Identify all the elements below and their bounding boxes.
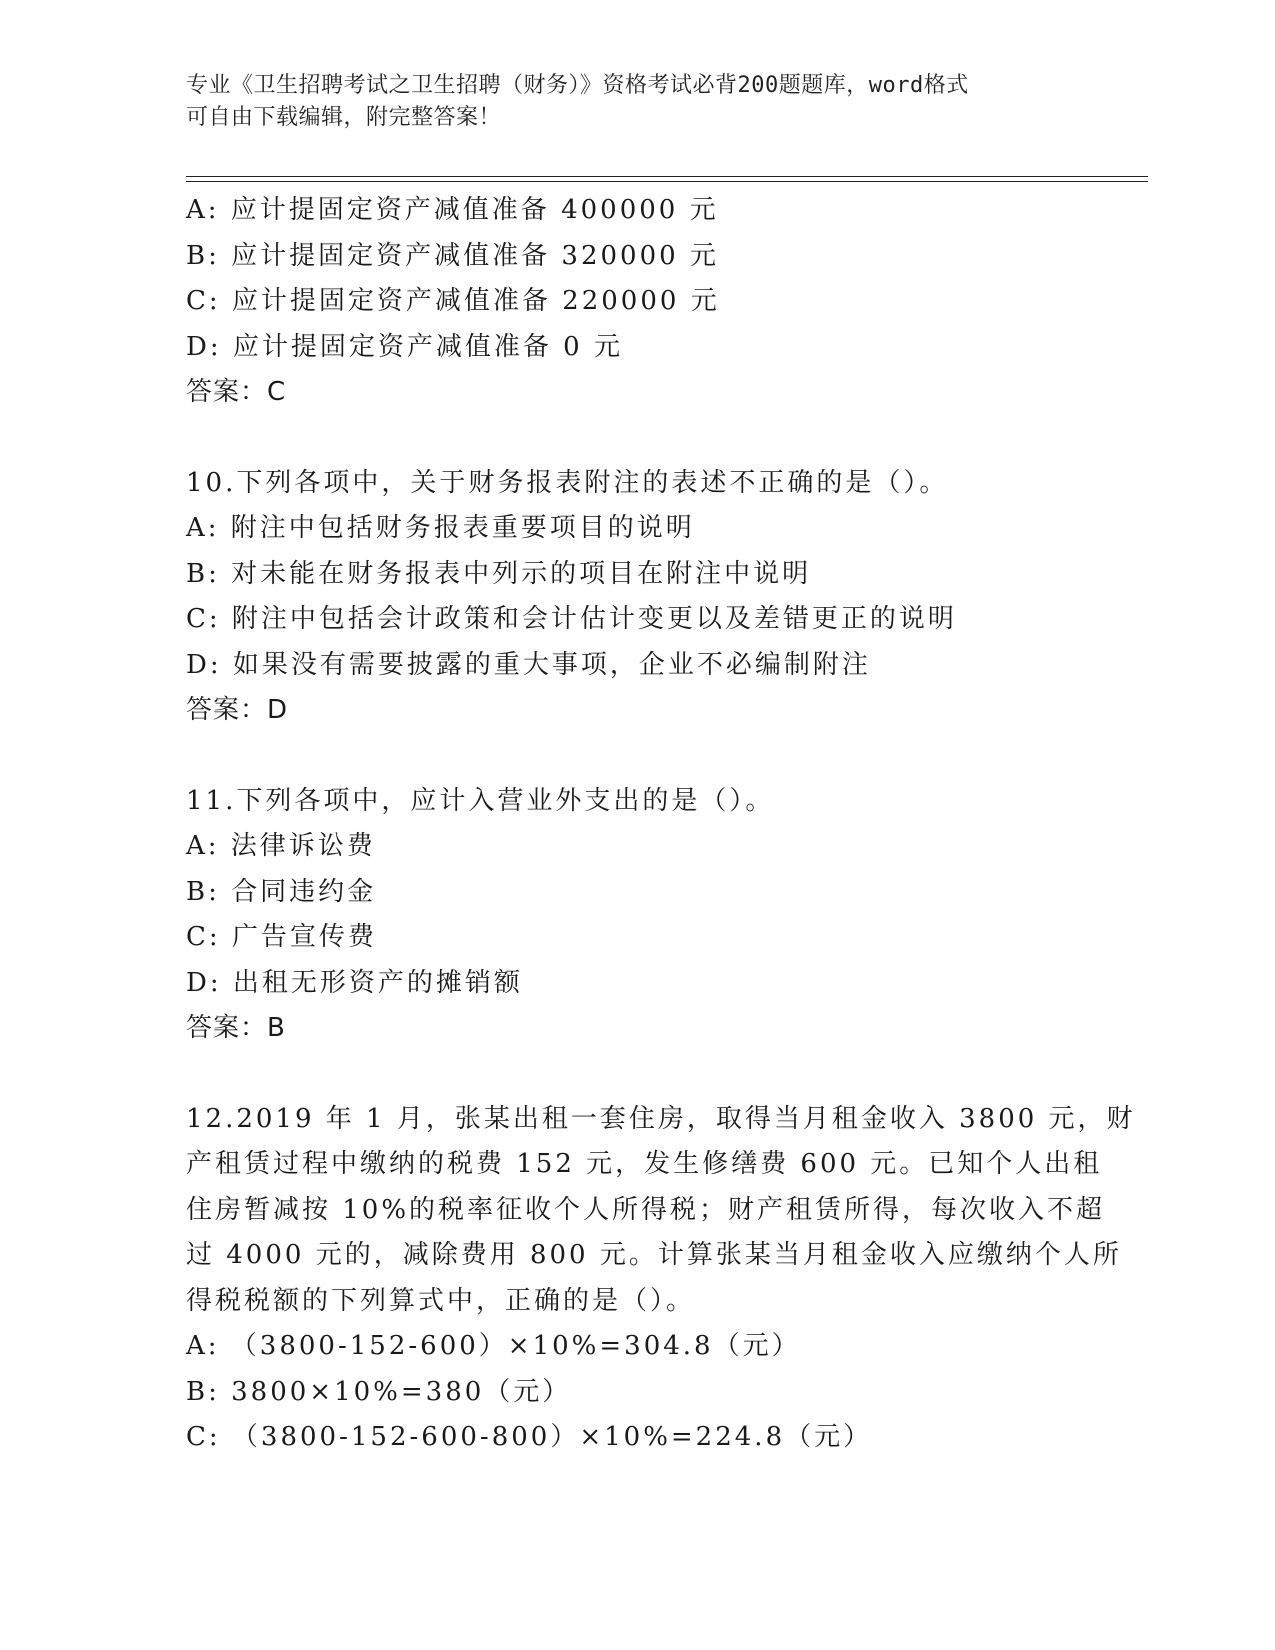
header-line-2: 可自由下载编辑，附完整答案！ xyxy=(186,105,502,130)
question-stem: 11.下列各项中，应计入营业外支出的是（）。 xyxy=(186,785,775,816)
option-c: C: 应计提固定资产减值准备 220000 元 xyxy=(186,286,720,316)
question-stem-line: 过 4000 元的，减除费用 800 元。计算张某当月租金收入应缴纳个人所 xyxy=(186,1240,1122,1270)
option-d: D: 出租无形资产的摊销额 xyxy=(186,967,523,998)
option-c: C: 广告宣传费 xyxy=(186,922,377,952)
question-10 xyxy=(186,461,1086,734)
question-content xyxy=(186,188,1136,1461)
option-c: C: 附注中包括会计政策和会计估计变更以及差错更正的说明 xyxy=(186,604,957,634)
question-stem-line: 产租赁过程中缴纳的税费 152 元，发生修缮费 600 元。已知个人出租 xyxy=(186,1149,1103,1179)
option-a: A: （3800-152-600）×10%=304.8（元） xyxy=(186,1331,801,1361)
answer: 答案：D xyxy=(186,695,289,725)
question-9 xyxy=(186,188,1086,416)
option-b: B: 3800×10%=380（元） xyxy=(186,1376,572,1407)
question-stem-line: 住房暂减按 10%的税率征收个人所得税；财产租赁所得，每次收入不超 xyxy=(186,1194,1106,1225)
option-c: C: （3800-152-600-800）×10%=224.8（元） xyxy=(186,1422,873,1452)
spacer xyxy=(186,416,1086,461)
document-header xyxy=(186,70,1066,134)
question-stem-line: 得税税额的下列算式中，正确的是（）。 xyxy=(186,1285,696,1316)
spacer xyxy=(186,1052,1086,1097)
answer: 答案：B xyxy=(186,1013,286,1043)
header-line-1: 专业《卫生招聘考试之卫生招聘（财务）》资格考试必背200题题库，word格式 xyxy=(186,73,969,98)
option-a: A: 附注中包括财务报表重要项目的说明 xyxy=(186,513,695,543)
option-a: A: 法律诉讼费 xyxy=(186,831,376,861)
question-11 xyxy=(186,779,1086,1052)
option-b: B: 应计提固定资产减值准备 320000 元 xyxy=(186,240,719,271)
option-b: B: 对未能在财务报表中列示的项目在附注中说明 xyxy=(186,558,812,589)
option-b: B: 合同违约金 xyxy=(186,876,377,907)
header-rule-top xyxy=(186,176,1148,177)
header-rule-bottom xyxy=(186,181,1148,182)
spacer xyxy=(186,734,1086,779)
answer: 答案：C xyxy=(186,377,287,407)
option-d: D: 如果没有需要披露的重大事项，企业不必编制附注 xyxy=(186,649,871,680)
question-stem: 10.下列各项中，关于财务报表附注的表述不正确的是（）。 xyxy=(186,467,949,498)
option-a: A: 应计提固定资产减值准备 400000 元 xyxy=(186,195,719,225)
option-d: D: 应计提固定资产减值准备 0 元 xyxy=(186,331,623,362)
question-stem-line: 12.2019 年 1 月，张某出租一套住房，取得当月租金收入 3800 元，财 xyxy=(186,1103,1136,1134)
question-12 xyxy=(186,1097,1136,1461)
